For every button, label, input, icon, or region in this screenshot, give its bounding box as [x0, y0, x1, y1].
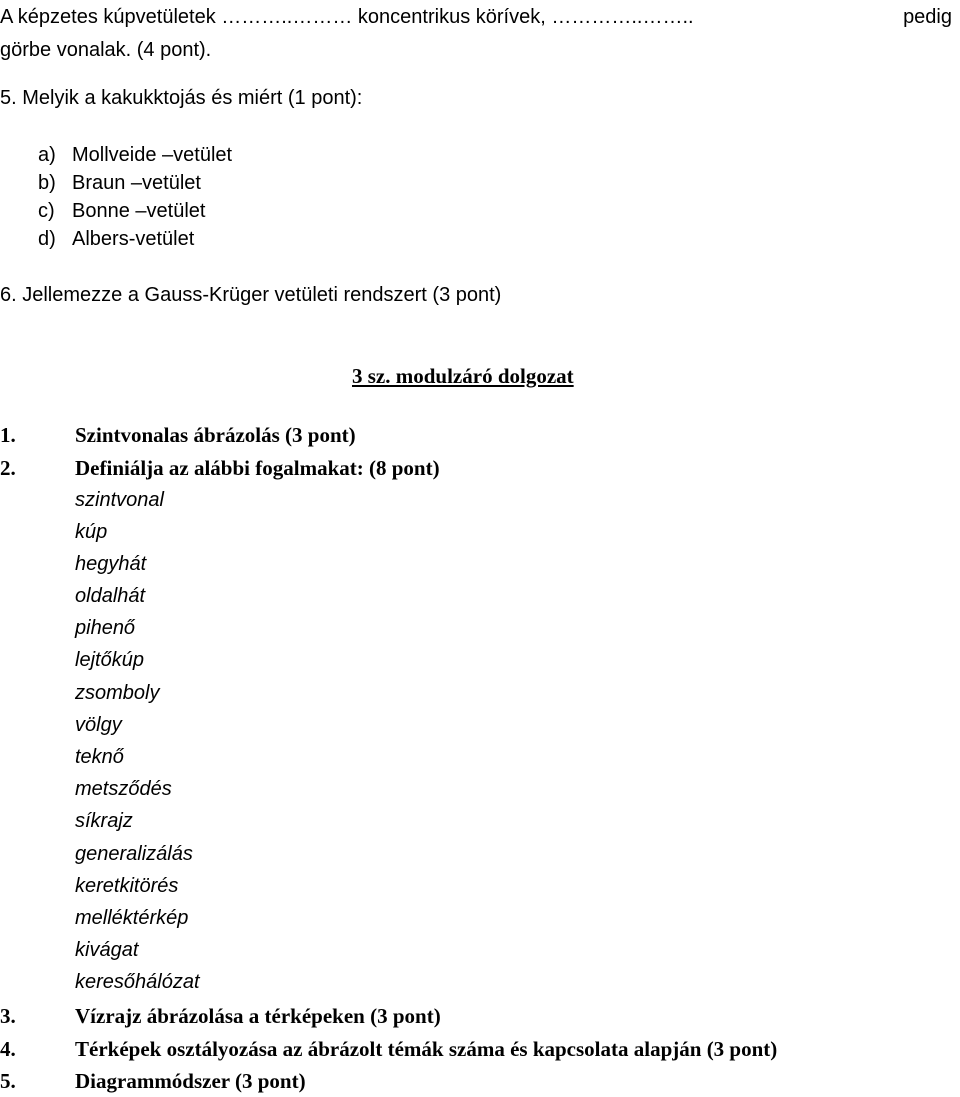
item-number: 2. [0, 456, 16, 480]
intro-paragraph [0, 1, 952, 67]
term-item: oldalhát [75, 585, 146, 607]
item-5 [0, 1071, 306, 1092]
term-item: völgy [75, 714, 122, 736]
term-item: zsomboly [75, 682, 160, 704]
section-title: 3 sz. modulzáró dolgozat [352, 364, 574, 388]
item-number: 4. [0, 1037, 16, 1061]
item-number: 1. [0, 423, 16, 447]
option-letter: a) [38, 144, 56, 166]
question-6-title: 6. Jellemezze a Gauss-Krüger vetületi rendszert (3 pont) [0, 284, 502, 306]
intro-line1-end: pedig [903, 6, 952, 28]
item-number: 5. [0, 1069, 16, 1093]
item-text: Térképek osztályozása az ábrázolt témák száma és kapcsolata alapján (3 pont) [75, 1037, 778, 1061]
option-letter: d) [38, 228, 56, 250]
term-item: generalizálás [75, 843, 193, 865]
item-text: Vízrajz ábrázolása a térképeken (3 pont) [75, 1004, 441, 1028]
option-letter: b) [38, 172, 56, 194]
item-4 [0, 1039, 777, 1060]
term-item: kivágat [75, 939, 139, 961]
item-1 [0, 425, 356, 446]
item-text: Szintvonalas ábrázolás (3 pont) [75, 423, 356, 447]
option-text: Bonne –vetület [72, 200, 206, 222]
term-item: síkrajz [75, 810, 133, 832]
intro-line2: görbe vonalak. (4 pont). [0, 39, 212, 61]
term-item: lejtőkúp [75, 649, 144, 671]
term-item: pihenő [75, 617, 136, 639]
term-item: keresőhálózat [75, 971, 200, 993]
option-c [38, 201, 205, 221]
option-d [38, 229, 194, 249]
item-text: Diagrammódszer (3 pont) [75, 1069, 306, 1093]
option-text: Albers-vetület [72, 228, 195, 250]
term-item: keretkitörés [75, 875, 179, 897]
term-item: teknő [75, 746, 124, 768]
item-text: Definiálja az alábbi fogalmakat: (8 pont) [75, 456, 440, 480]
option-a [38, 145, 232, 165]
item-3 [0, 1006, 441, 1027]
option-letter: c) [38, 200, 55, 222]
term-item: melléktérkép [75, 907, 189, 929]
item-number: 3. [0, 1004, 16, 1028]
intro-line1-start: A képzetes kúpvetületek ………..……… koncentrikus körívek, …………..…….. [0, 6, 694, 28]
item-2 [0, 458, 440, 479]
term-item: metsződés [75, 778, 172, 800]
option-b [38, 173, 201, 193]
question-5-title: 5. Melyik a kakukktojás és miért (1 pont): [0, 87, 363, 109]
term-item: szintvonal [75, 489, 164, 511]
option-text: Mollveide –vetület [72, 144, 233, 166]
option-text: Braun –vetület [72, 172, 201, 194]
term-item: kúp [75, 521, 108, 543]
term-item: hegyhát [75, 553, 147, 575]
